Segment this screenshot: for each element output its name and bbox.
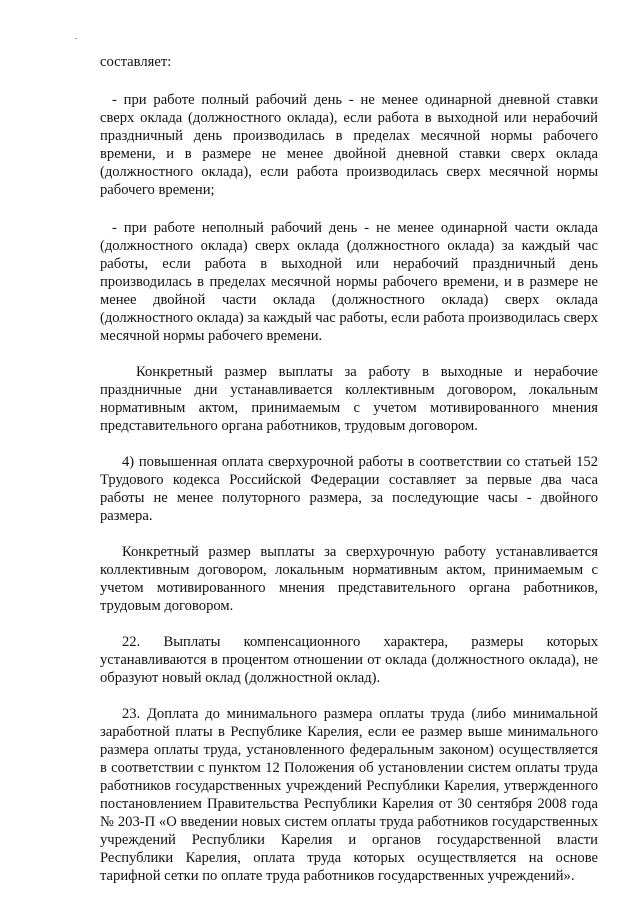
paragraph-item-23: 23. Доплата до минимального размера оплаты труда (либо минимальной заработной платы в Республике Карелия, если ее размер выше минимального размера оплаты труда, установленного федеральным законом) осуществляется в соответствии с пунктом 12 Положения об установлении систем оплаты труда работников государственных учреждений Республики Карелия, утвержденного постановлением Правительства Республики Карелия от 30 сентября 2008 года № 203-П «О введении новых систем оплаты труда работников государственных учреждений Республики Карелия и органов государственной власти Республики Карелия, оплата труда которых осуществляется на основе тарифной сетки по оплате труда работников государственных учреждений». bbox=[100, 706, 598, 884]
document-body bbox=[100, 53, 598, 885]
paragraph-weekend-size: Конкретный размер выплаты за работу в выходные и нерабочие праздничные дни устанавливается коллективным договором, локальным нормативным актом, принимаемым с учетом мотивированного мнения представительного органа работников, трудовым договором. bbox=[100, 364, 598, 434]
paragraph-intro: составляет: bbox=[100, 54, 172, 70]
paragraph-full-day: - при работе полный рабочий день - не менее одинарной дневной ставки сверх оклада (должностного оклада), если работа в выходной или нерабочий праздничный день производилась в пределах месячной нормы рабочего времени, и в размере не менее двойной дневной ставки сверх оклада (должностного оклада), если работа производилась сверх месячной нормы рабочего времени; bbox=[100, 92, 598, 198]
paragraph-overtime-size: Конкретный размер выплаты за сверхурочную работу устанавливается коллективным договором, локальным нормативным актом, принимаемым с учетом мотивированного мнения представительного органа работников, трудовым договором. bbox=[100, 544, 598, 614]
scan-speck bbox=[75, 38, 77, 39]
paragraph-item-22: 22. Выплаты компенсационного характера, размеры которых устанавливаются в процентом отношении от оклада (должностного оклада), не образуют новый оклад (должностной оклад). bbox=[100, 634, 598, 686]
paragraph-overtime: 4) повышенная оплата сверхурочной работы в соответствии со статьей 152 Трудового кодекса Российской Федерации составляет за первые два часа работы не менее полуторного размера, за последующие часы - двойного размера. bbox=[100, 454, 598, 524]
paragraph-part-day: - при работе неполный рабочий день - не менее одинарной части оклада (должностного оклада) сверх оклада (должностного оклада) за каждый час работы, если работа в выходной или нерабочий праздничный день производилась в пределах месячной нормы рабочего времени, и в размере не менее двойной части оклада (должностного оклада) сверх оклада (должностного оклада) за каждый час работы, если работа производилась сверх месячной нормы рабочего времени. bbox=[100, 220, 598, 344]
